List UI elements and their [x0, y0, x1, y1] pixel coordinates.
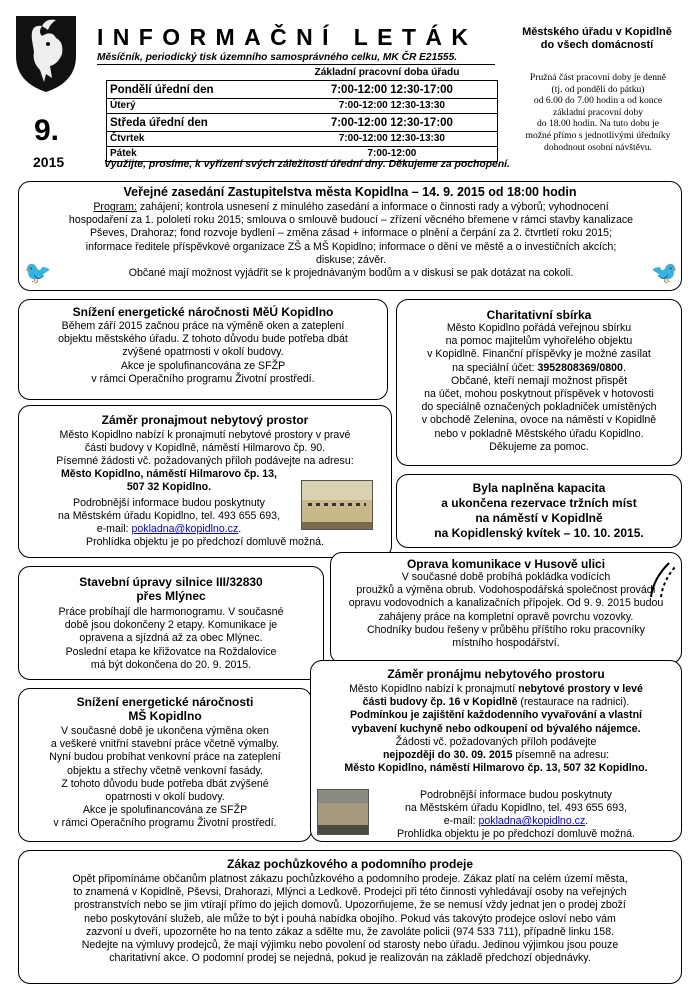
article-title: Zákaz pochůzkového a podomního prodeje [226, 857, 474, 871]
article-lease-1: Záměr pronajmout nebytový prostor Město Kopidlno nabízí k pronajmutí nebytové prostory v pravé části budovy v Kopidlně, náměstí Hilmarovo čp. 90. Písemné žádosti vč. požadovaných příloh podávejte na adresu: Město Kopidlno, náměstí Hilmarovo čp. 13, 507 32 Kopidlno. Podrobnější informace budou poskytnuty na Městském úřadu Kopidlno, tel. 493 655 693, e-mail: pokladna@kopidlno.cz. Prohlídka objektu je po předchozí domluvě možná. [18, 405, 392, 558]
email-link[interactable]: pokladna@kopidlno.cz [131, 523, 239, 536]
office-hours-table [106, 80, 498, 162]
building-photo [317, 789, 369, 835]
appeal-text: Využijte, prosíme, k vyřízení svých záležitostí úřední dny. Děkujeme za pochopení. [104, 159, 510, 170]
article-title: Snížení energetické náročnosti MŠ Kopidlno [76, 695, 254, 723]
article-title: Charitativní sbírka [486, 308, 592, 322]
article-road-works: Stavební úpravy silnice III/32830 přes Mlýnec Práce probíhají dle harmonogramu. V současné době jsou dokončeny 2 etapy. Komunikace je opravena a sjízdná až za obec Mlýnec. Poslední etapa ke křižovatce na Roždalovice má být dokončena do 20. 9. 2015. [18, 566, 324, 680]
article-lease-2: Záměr pronájmu nebytového prostoru Město Kopidlno nabízí k pronajmutí nebytové prostory v levé části budovy čp. 16 v Kopidlně (restaurace na radnici). Podmínkou je zajištění každodenního vyvařování a vlastní vybavení kuchyně nebo odkoupení od bývalého nájemce. Žádosti vč. požadovaných příloh podávejte nejpozději do 30. 09. 2015 písemně na adresu: Město Kopidlno, náměstí Hilmarovo čp. 13, 507 32 Kopidlno. Podrobnější informace budou poskytnuty na Městském úřadu Kopidlno, tel. 493 655 693, e-mail: pokladna@kopidlno.cz. Prohlídka objektu je po předchozí domluvě možná. [310, 660, 682, 842]
article-title: Záměr pronajmout nebytový prostor [101, 413, 309, 427]
building-photo [301, 480, 373, 530]
article-title: Záměr pronájmu nebytového prostoru [387, 667, 605, 681]
bird-icon: 🐦 [24, 260, 52, 285]
issue-number: 9. [34, 114, 60, 147]
article-title: Oprava komunikace v Husově ulici [406, 557, 606, 571]
table-row: Pátek 7:00-12:00 [107, 147, 498, 162]
subtitle: Měsíčník, periodický tisk územního samosprávného celku, MK ČR E21555. [97, 52, 458, 63]
table-row: Pondělí úřední den 7:00-12:00 12:30-17:00 [107, 81, 498, 99]
issue-year: 2015 [33, 154, 65, 170]
email-link[interactable]: pokladna@kopidlno.cz [478, 815, 586, 828]
article-market: Byla naplněna kapacita a ukončena rezervace tržních míst na náměstí v Kopidlně na Kopidlenský kvítek – 10. 10. 2015. [396, 474, 682, 548]
road-curve-icon [647, 559, 677, 599]
table-row: Středa úřední den 7:00-12:00 12:30-17:00 [107, 114, 498, 132]
article-meeting: Veřejné zasedání Zastupitelstva města Kopidlna – 14. 9. 2015 od 18:00 hodin Program: zahájení; kontrola usnesení z minulého zasedání a informace o činnosti rady a výborů; vyhodnocení hospodaření za 1. pololetí roku 2015; smlouva o smlouvě budoucí – zřízení věcného břemene v rámci stavby kanalizace Pševes, Drahoraz; fond rozvoje bydlení – změna zásad + informace o plnění a čerpání za 2. čtvrtletí roku 2015; informace ředitele příspěvkové organizace ZŠ a MŠ Kopidlno; informace o dění ve městě a o investičních akcích; diskuse; závěr. Občané mají možnost vyjádřit se k projednávaným bodům a v diskusi se pak dotázat na cokoli. 🐦 🐦 [18, 181, 682, 291]
article-title: Stavební úpravy silnice III/32830 přes Mlýnec [79, 575, 263, 603]
coat-of-arms-icon [12, 12, 80, 94]
article-energy-meu: Snížení energetické náročnosti MěÚ Kopidlno Během září 2015 začnou práce na výměně oken a zateplení objektu městského úřadu. Z tohoto důvodu bude potřeba dbát zvýšené opatrnosti v okolí budovy. Akce je spolufinancována ze SFŽP v rámci Operačního programu Životní prostředí. [18, 299, 388, 400]
bank-account: 3952808369/0800 [537, 361, 623, 374]
flexible-hours-note: Pružná část pracovní doby je denně (tj. od pondělí do pátku) od 6.00 do 7.00 hodin a od konce základní pracovní doby do 18.00 hodin. Na tuto dobu je možné přímo s jednotlivými úředníky dohodnout osobní návštěvu. [525, 72, 671, 153]
article-charity: Charitativní sbírka Město Kopidlno pořádá veřejnou sbírku na pomoc majitelům vyhořelého objektu v Kopidlně. Finanční příspěvky je možné zasílat na speciální účet: 3952808369/0800. Občané, kteří nemají možnost přispět na účet, mohou poskytnout příspěvek v hotovosti do speciálně označených pokladniček umístěných v obchodě Zelenina, ovoce na náměstí v Kopidlně nebo v pokladně Městského úřadu Kopidlno. Děkujeme za pomoc. [396, 299, 682, 466]
article-energy-ms: Snížení energetické náročnosti MŠ Kopidlno V současné době je ukončena výměna oken a veškeré vnitřní stavební práce včetně výmalby. Nyní budou probíhat venkovní práce na zateplení objektu a střechy včetně venkovní fasády. Z tohoto důvodu bude potřeba dbát zvýšené opatrnosti v okolí budovy. Akce je spolufinancována ze SFŽP v rámci Operačního programu Životní prostředí. [18, 688, 312, 842]
article-peddling: Zákaz pochůzkového a podomního prodeje Opět připomínáme občanům platnost zákazu pochůzkového a podomního prodeje. Zákaz platí na celém území města, to znamená v Kopidlně, Pševsi, Drahorazi, Mlýnci a Ledkově. Prodejci při této činnosti vyhledávají osoby na veřejných prostranstvích nebo se jim vtírají přímo do jejich domovů. Upozorňujeme, že se nemusí vždy jednat jen o prodej zboží nebo poskytování služeb, ale může to být i pouhá nabídka obojího. Pokud vás takovýto prodejce osloví nebo vám zazvoní u dveří, upozorněte ho na tento zákaz a sdělte mu, že zavoláte policii (974 533 711), případně linku 158. Nedejte na výmluvy prodejců, že mají výjimku nebo povolení od starosty nebo úřadu. Jedinou výjimkou jsou pouze charitativní akce. O podomní prodej se nejedná, pokud je realizován na základě předchozí objednávky. [18, 850, 682, 984]
table-row: Úterý 7:00-12:00 12:30-13:30 [107, 99, 498, 114]
article-title: Veřejné zasedání Zastupitelstva města Kopidlna – 14. 9. 2015 od 18:00 hodin [123, 185, 577, 199]
hours-heading: Základní pracovní doba úřadu [314, 67, 460, 78]
article-husova: Oprava komunikace v Husově ulici V současné době probíhá pokládka vodících proužků a výměna obrub. Vodohospodářská společnost provádí opravu vodovodních a kanalizačních přípojek. Od 9. 9. 2015 budou zahájeny práce na kompletní opravě povrchu vozovky. Chodníky budou řešeny v průběhu příštího roku pracovníky místního hospodářství. [330, 552, 682, 664]
page-title: INFORMAČNÍ LETÁK [97, 24, 478, 50]
table-row: Čtvrtek 7:00-12:00 12:30-13:30 [107, 132, 498, 147]
bird-icon: 🐦 [651, 260, 679, 285]
office-address: Městského úřadu v Kopidlně do všech domácností [522, 26, 672, 51]
article-title: Snížení energetické náročnosti MěÚ Kopidlno [72, 305, 334, 319]
